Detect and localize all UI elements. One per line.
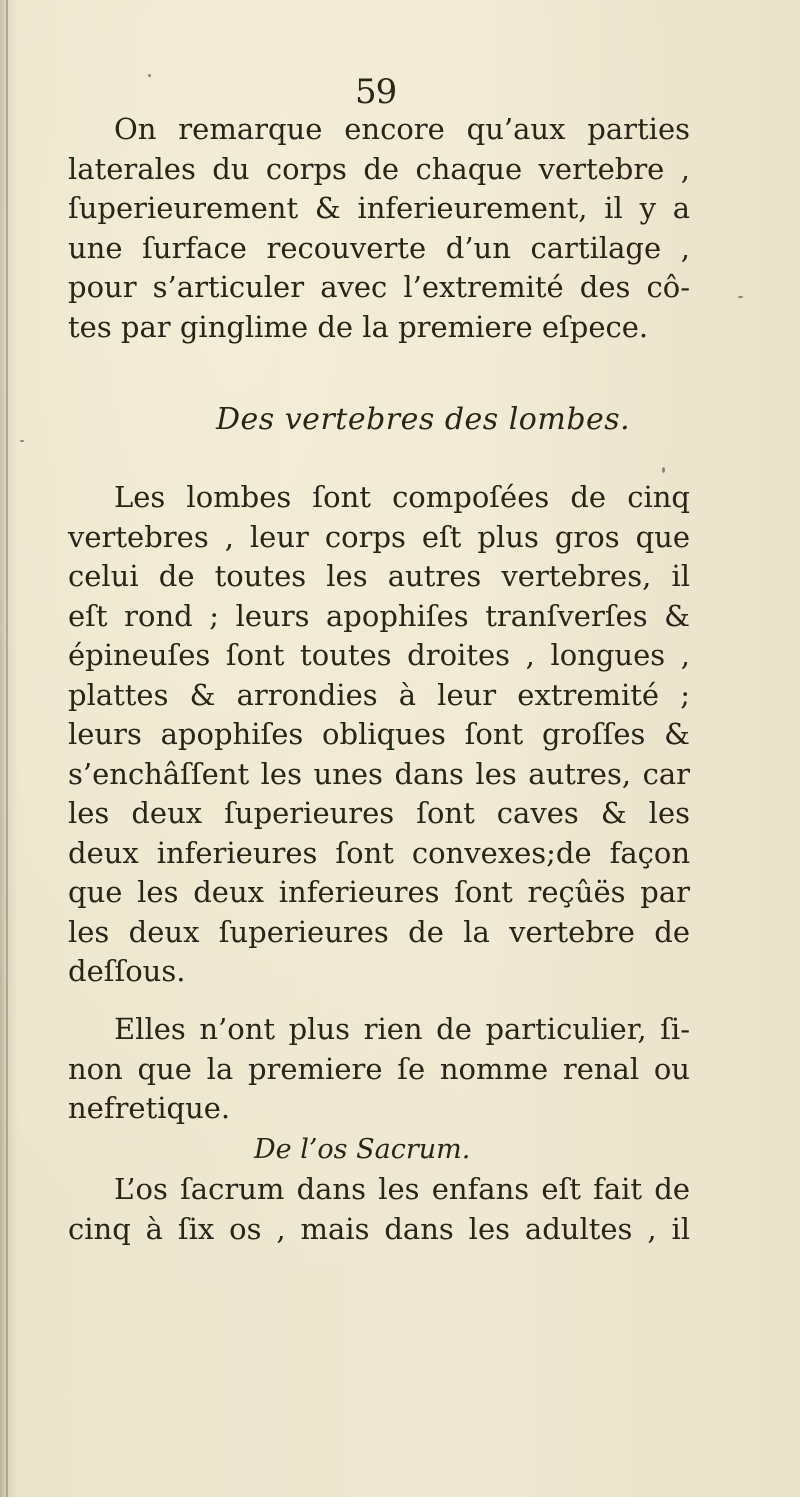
text-line: deſſous. bbox=[68, 954, 186, 988]
text-line: celui de toutes les autres vertebres, il bbox=[68, 559, 690, 593]
text-line: épineuſes ſont toutes droites , longues , bbox=[68, 638, 690, 672]
paragraph-3 bbox=[68, 1010, 690, 1129]
text-line: non que la premiere ſe nomme renal ou bbox=[68, 1051, 690, 1086]
paragraph-4 bbox=[68, 1170, 690, 1249]
text-line: Elles n’ont plus rien de particulier, ſi- bbox=[114, 1012, 690, 1046]
text-line: les deux ſuperieures de la vertebre de bbox=[68, 914, 690, 949]
text-line: cinq à ſix os , mais dans les adultes , il bbox=[68, 1211, 690, 1246]
ink-speck bbox=[148, 74, 151, 77]
section-heading-sacrum: De l’os Sacrum. bbox=[254, 1134, 471, 1165]
section-heading-lombes: Des vertebres des lombes. bbox=[216, 402, 631, 437]
text-line: s’enchâſſent les unes dans les autres, car bbox=[68, 756, 690, 791]
text-line: laterales du corps de chaque vertebre , bbox=[68, 151, 690, 186]
ink-speck bbox=[20, 440, 24, 442]
text-line: eſt rond ; leurs apophiſes tranſverſes & bbox=[68, 598, 690, 633]
ink-speck bbox=[738, 296, 743, 298]
text-line: L’os ſacrum dans les enfans eſt fait de bbox=[114, 1172, 690, 1206]
text-line: nefretique. bbox=[68, 1091, 231, 1125]
paragraph-2 bbox=[68, 478, 690, 992]
ink-speck bbox=[662, 467, 665, 473]
text-line: ſuperieurement & inferieurement, il y a bbox=[68, 191, 690, 225]
text-line: que les deux inferieures ſont reçûës par bbox=[68, 875, 690, 909]
text-line: Les lombes ſont compoſées de cinq bbox=[114, 480, 690, 514]
text-line: tes par ginglime de la premiere eſpece. bbox=[68, 309, 649, 344]
text-line: vertebres , leur corps eſt plus gros que bbox=[68, 519, 690, 554]
text-line: deux inferieures ſont convexes;de façon bbox=[68, 835, 690, 870]
text-line: les deux ſuperieures ſont caves & les bbox=[68, 796, 690, 830]
text-line: plattes & arrondies à leur extremité ; bbox=[68, 677, 690, 712]
text-line: On remarque encore qu’aux parties bbox=[114, 112, 690, 146]
text-line: pour s’articuler avec l’extremité des cô- bbox=[68, 270, 690, 304]
page-gutter bbox=[6, 0, 8, 1497]
text-line: leurs apophiſes obliques ſont groſſes & bbox=[68, 717, 690, 751]
paragraph-1 bbox=[68, 110, 690, 347]
text-line: une ſurface recouverte d’un cartilage , bbox=[68, 230, 690, 265]
page-number: 59 bbox=[355, 72, 397, 112]
